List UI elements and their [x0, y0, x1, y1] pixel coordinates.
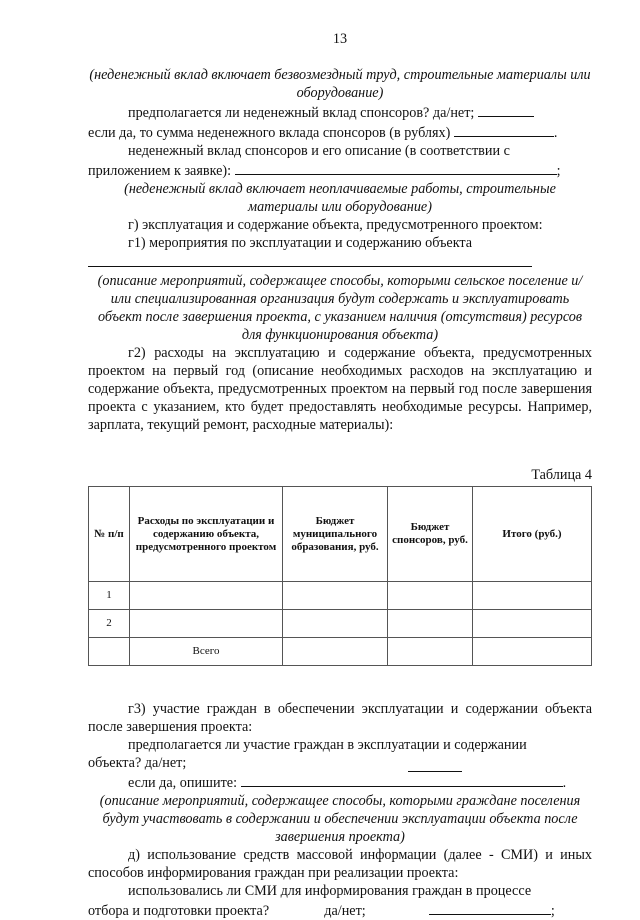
- table-cell[interactable]: [130, 582, 283, 610]
- note-unpaid-works: (неденежный вклад включает неоплачиваемые работы, строительные материалы или оборудование): [124, 181, 556, 215]
- table-cell[interactable]: [388, 610, 473, 638]
- question-nonmonetary-description-line1: неденежный вклад спонсоров и его описание (в соответствии с: [128, 143, 510, 159]
- question-media-yesno: да/нет;: [324, 903, 366, 919]
- answer-blank-citizens[interactable]: [408, 757, 462, 772]
- table-cell[interactable]: [283, 610, 388, 638]
- note-maintenance-description: (описание мероприятий, содержащее способы, которыми сельское поселение и/или специализированная организация будут содержать и эксплуатировать объект после завершения проекта, с указанием наличия (отсутствия) ресурсов для функционирования объекта): [97, 273, 583, 343]
- header-total: Итого (руб.): [473, 487, 592, 582]
- question-nonmonetary-contribution: [88, 102, 592, 122]
- table-cell[interactable]: [388, 638, 473, 666]
- maintenance-costs-table: [88, 486, 592, 666]
- table-cell-total-label: Всего: [130, 638, 283, 666]
- answer-blank-g1[interactable]: [88, 252, 532, 267]
- note-citizens-participation: (описание мероприятий, содержащее способы, которыми граждане поселения будут участвовать в содержании и обеспечении эксплуатации объекта после завершения проекта): [99, 793, 581, 845]
- table-cell[interactable]: [388, 582, 473, 610]
- question-citizens-describe-label: если да, опишите:: [128, 775, 238, 791]
- document-page: [88, 30, 592, 920]
- header-municipal-budget: Бюджет муниципального образования, руб.: [283, 487, 388, 582]
- question-citizens-describe: если да, опишите: .: [88, 772, 592, 792]
- question-media-text: отбора и подготовки проекта?: [88, 903, 270, 919]
- section-g2-text: г2) расходы на эксплуатацию и содержание объекта, предусмотренных проектом на первый год (описание необходимых расходов на эксплуатацию и содержание объекта, предусмотренных проектом на первый год после завершения проекта с указанием, кто будет предоставлять необходимые ресурсы. Например, зарплата, текущий ремонт, расходные материалы):: [88, 345, 592, 433]
- answer-blank-citizens-describe[interactable]: [241, 772, 563, 787]
- section-d-text: д) использование средств массовой информации (далее - СМИ) и иных способов информирования граждан при реализации проекта:: [88, 847, 592, 881]
- section-g-title: г) эксплуатация и содержание объекта, предусмотренного проектом:: [128, 217, 543, 233]
- question-citizens-yesno: объекта? да/нет;: [88, 755, 187, 771]
- table-cell[interactable]: [283, 582, 388, 610]
- question-citizens-line1: предполагается ли участие граждан в эксплуатации и содержании: [128, 737, 527, 753]
- question-nonmonetary-text: предполагается ли неденежный вклад спонсоров? да/нет;: [128, 105, 475, 121]
- section-g3-text: г3) участие граждан в обеспечении эксплуатации и содержании объекта после завершения проекта:: [88, 701, 592, 735]
- table-cell: 2: [89, 610, 130, 638]
- header-expenses: Расходы по эксплуатации и содержанию объекта, предусмотренного проектом: [130, 487, 283, 582]
- answer-blank-nonmonetary-description[interactable]: [235, 160, 557, 175]
- table-header-row: [89, 487, 592, 582]
- table-cell[interactable]: [473, 610, 592, 638]
- question-nonmonetary-description-line2: приложением к заявке): ;: [88, 160, 592, 180]
- note-nonmonetary-contribution: (неденежный вклад включает безвозмездный труд, строительные материалы или оборудование): [89, 67, 591, 101]
- table-cell: [89, 638, 130, 666]
- question-nonmonetary-description-label: приложением к заявке):: [88, 163, 232, 179]
- question-citizens-line2: [88, 754, 592, 772]
- table-cell[interactable]: [473, 638, 592, 666]
- table-cell[interactable]: [473, 582, 592, 610]
- table-cell[interactable]: [130, 610, 283, 638]
- question-nonmonetary-sum-text: если да, то сумма неденежного вклада спонсоров (в рублях): [88, 125, 451, 141]
- answer-line-g1: [88, 252, 592, 272]
- table-row-total: [89, 638, 592, 666]
- table-cell: 1: [89, 582, 130, 610]
- table-cell[interactable]: [283, 638, 388, 666]
- answer-blank-nonmonetary[interactable]: [478, 102, 534, 117]
- question-nonmonetary-sum: если да, то сумма неденежного вклада спонсоров (в рублях) .: [88, 122, 592, 142]
- answer-blank-nonmonetary-sum[interactable]: [454, 122, 554, 137]
- answer-blank-media[interactable]: [429, 900, 551, 915]
- header-sponsor-budget: Бюджет спонсоров, руб.: [388, 487, 473, 582]
- table-row: [89, 610, 592, 638]
- section-g1-text: г1) мероприятия по эксплуатации и содержанию объекта: [128, 235, 473, 251]
- header-number: № п/п: [89, 487, 130, 582]
- question-media-line2: отбора и подготовки проекта? да/нет; ;: [88, 900, 592, 920]
- question-media-line1: использовались ли СМИ для информирования граждан в процессе: [128, 883, 532, 899]
- page-number: 13: [332, 31, 348, 47]
- table-caption: Таблица 4: [531, 467, 592, 483]
- table-row: [89, 582, 592, 610]
